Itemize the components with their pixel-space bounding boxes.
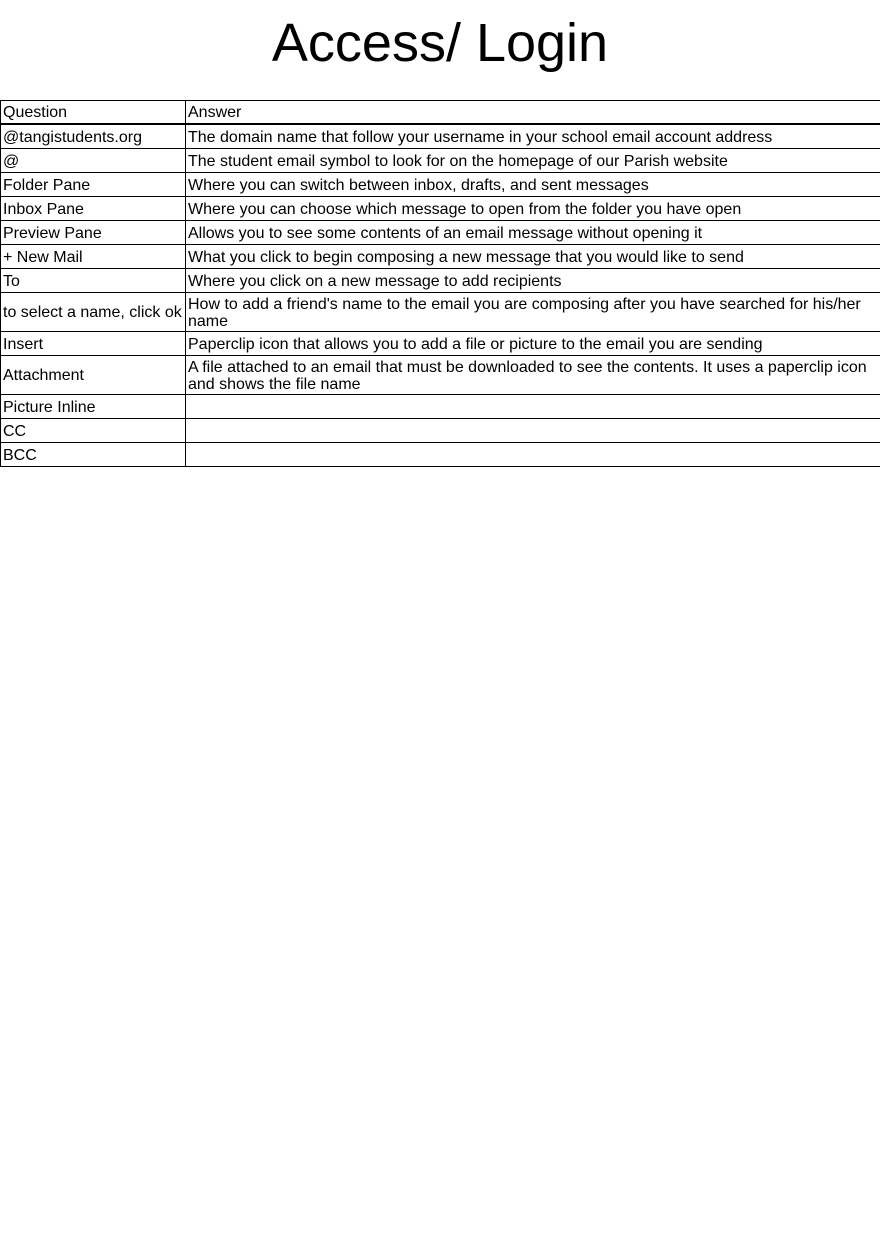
question-cell: Attachment [1, 356, 186, 395]
answer-cell: Where you can switch between inbox, drafts, and sent messages [186, 173, 880, 197]
qa-table [0, 100, 880, 467]
question-cell: Inbox Pane [1, 197, 186, 221]
question-cell: to select a name, click ok [1, 293, 186, 332]
table-row [1, 419, 880, 443]
answer-cell: Allows you to see some contents of an email message without opening it [186, 221, 880, 245]
question-cell: + New Mail [1, 245, 186, 269]
question-cell: Picture Inline [1, 395, 186, 419]
answer-cell: Paperclip icon that allows you to add a file or picture to the email you are sending [186, 332, 880, 356]
table-row [1, 395, 880, 419]
table-row [1, 125, 880, 149]
question-cell: BCC [1, 443, 186, 467]
page-title: Access/ Login [271, 13, 609, 73]
answer-cell [186, 443, 880, 467]
answer-cell: Where you can choose which message to open from the folder you have open [186, 197, 880, 221]
question-cell: CC [1, 419, 186, 443]
table-row [1, 197, 880, 221]
table-row [1, 443, 880, 467]
answer-cell: What you click to begin composing a new message that you would like to send [186, 245, 880, 269]
header-answer: Answer [186, 101, 880, 124]
table-header-row [1, 101, 880, 124]
answer-cell: The domain name that follow your username in your school email account address [186, 125, 880, 149]
answer-cell: How to add a friend's name to the email you are composing after you have searched for his/her name [186, 293, 880, 332]
answer-cell [186, 419, 880, 443]
question-cell: Insert [1, 332, 186, 356]
table-row [1, 173, 880, 197]
table-row [1, 221, 880, 245]
question-cell: @tangistudents.org [1, 125, 186, 149]
table-row [1, 332, 880, 356]
table-row [1, 356, 880, 395]
table-row [1, 269, 880, 293]
table-row [1, 293, 880, 332]
table-row [1, 149, 880, 173]
question-cell: To [1, 269, 186, 293]
answer-cell: The student email symbol to look for on the homepage of our Parish website [186, 149, 880, 173]
question-cell: Folder Pane [1, 173, 186, 197]
question-cell: Preview Pane [1, 221, 186, 245]
answer-cell [186, 395, 880, 419]
answer-cell: A file attached to an email that must be downloaded to see the contents. It uses a paperclip icon and shows the file name [186, 356, 880, 395]
question-cell: @ [1, 149, 186, 173]
table-row [1, 245, 880, 269]
answer-cell: Where you click on a new message to add recipients [186, 269, 880, 293]
header-question: Question [1, 101, 186, 124]
